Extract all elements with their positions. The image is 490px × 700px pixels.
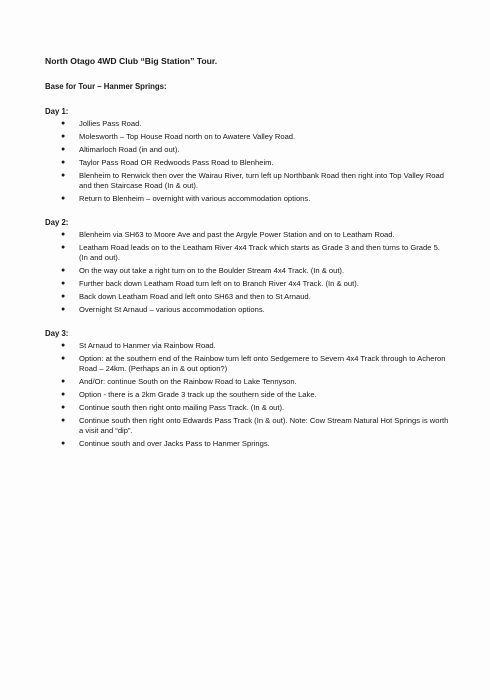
list-item-text: On the way out take a right turn on to the Boulder Stream 4x4 Track. (In & out).: [79, 266, 345, 275]
list-item-text: Return to Blenheim – overnight with various accommodation options.: [79, 194, 311, 203]
day-heading: Day 3:: [45, 329, 69, 338]
bullet-icon: ●: [61, 342, 66, 349]
list-item-text: Taylor Pass Road OR Redwoods Pass Road to Blenheim.: [79, 158, 274, 167]
list-item-text: Continue south then right onto mailing Pass Track. (In & out).: [79, 403, 285, 412]
document-subtitle: Base for Tour – Hanmer Springs:: [45, 82, 167, 91]
list-item-text: Blenheim via SH63 to Moore Ave and past the Argyle Power Station and on to Leatham Road.: [79, 230, 395, 239]
bullet-icon: ●: [61, 120, 66, 127]
bullet-icon: ●: [61, 378, 66, 385]
list-item-text: Overnight St Arnaud – various accommodation options.: [79, 305, 265, 314]
list-item-text: Back down Leatham Road and left onto SH63 and then to St Arnaud.: [79, 292, 311, 301]
bullet-icon: ●: [61, 231, 66, 238]
list-item: [45, 279, 449, 289]
list-item: [45, 354, 449, 374]
list-item: [45, 243, 449, 263]
bullet-icon: ●: [61, 391, 66, 398]
bullet-icon: ●: [61, 293, 66, 300]
bullet-icon: ●: [61, 244, 66, 251]
list-item-text: Option: at the southern end of the Rainbow turn left onto Sedgemere to Severn 4x4 Track through to Acheron Road – 24km. (Perhaps an in & out option?): [79, 354, 446, 373]
bullet-icon: ●: [61, 195, 66, 202]
list-item-text: Molesworth – Top House Road north on to Awatere Valley Road.: [79, 132, 296, 141]
bullet-icon: ●: [61, 133, 66, 140]
bullet-icon: ●: [61, 159, 66, 166]
document-title: North Otago 4WD Club “Big Station” Tour.: [45, 56, 218, 66]
days-container: [45, 107, 449, 449]
list-item: [45, 439, 449, 449]
list-item: [45, 403, 449, 413]
list-item-text: Blenheim to Renwick then over the Wairau River, turn left up Northbank Road then right into Top Valley Road and then Staircase Road (In & out).: [79, 171, 444, 190]
day-heading: Day 2:: [45, 218, 69, 227]
day-section: [45, 329, 449, 449]
day-item-list: [45, 230, 445, 315]
list-item: [45, 266, 449, 276]
list-item: [45, 194, 449, 204]
day-section: [45, 218, 445, 315]
day-item-list: [45, 341, 449, 449]
list-item: [45, 158, 449, 168]
list-item: [45, 377, 449, 387]
day-section: [45, 107, 445, 204]
list-item: [45, 132, 449, 142]
document-content: [45, 56, 449, 463]
bullet-icon: ●: [61, 404, 66, 411]
list-item-text: Altimarloch Road (in and out).: [79, 145, 180, 154]
bullet-icon: ●: [61, 306, 66, 313]
list-item-text: Option - there is a 2km Grade 3 track up the southern side of the Lake.: [79, 390, 317, 399]
bullet-icon: ●: [61, 267, 66, 274]
bullet-icon: ●: [61, 172, 66, 179]
list-item: [45, 292, 449, 302]
list-item-text: Leatham Road leads on to the Leatham River 4x4 Track which starts as Grade 3 and then turns to Grade 5. (In and out).: [79, 243, 440, 262]
bullet-icon: ●: [61, 280, 66, 287]
day-heading: Day 1:: [45, 107, 69, 116]
list-item: [45, 171, 449, 191]
list-item: [45, 230, 449, 240]
day-item-list: [45, 119, 445, 204]
list-item: [45, 416, 449, 436]
list-item-text: Further back down Leatham Road turn left on to Branch River 4x4 Track. (In & out).: [79, 279, 359, 288]
list-item: [45, 390, 449, 400]
list-item-text: St Arnaud to Hanmer via Rainbow Road.: [79, 341, 216, 350]
list-item-text: Continue south then right onto Edwards Pass Track (In & out). Note: Cow Stream Natural Hot Springs is worth a visit and “dip”.: [79, 416, 449, 435]
list-item: [45, 145, 449, 155]
bullet-icon: ●: [61, 440, 66, 447]
bullet-icon: ●: [61, 417, 66, 424]
list-item-text: Jollies Pass Road.: [79, 119, 142, 128]
list-item: [45, 119, 449, 129]
list-item-text: And/Or: continue South on the Rainbow Road to Lake Tennyson.: [79, 377, 297, 386]
list-item: [45, 305, 449, 315]
bullet-icon: ●: [61, 355, 66, 362]
bullet-icon: ●: [61, 146, 66, 153]
list-item-text: Continue south and over Jacks Pass to Hanmer Springs.: [79, 439, 270, 448]
list-item: [45, 341, 449, 351]
